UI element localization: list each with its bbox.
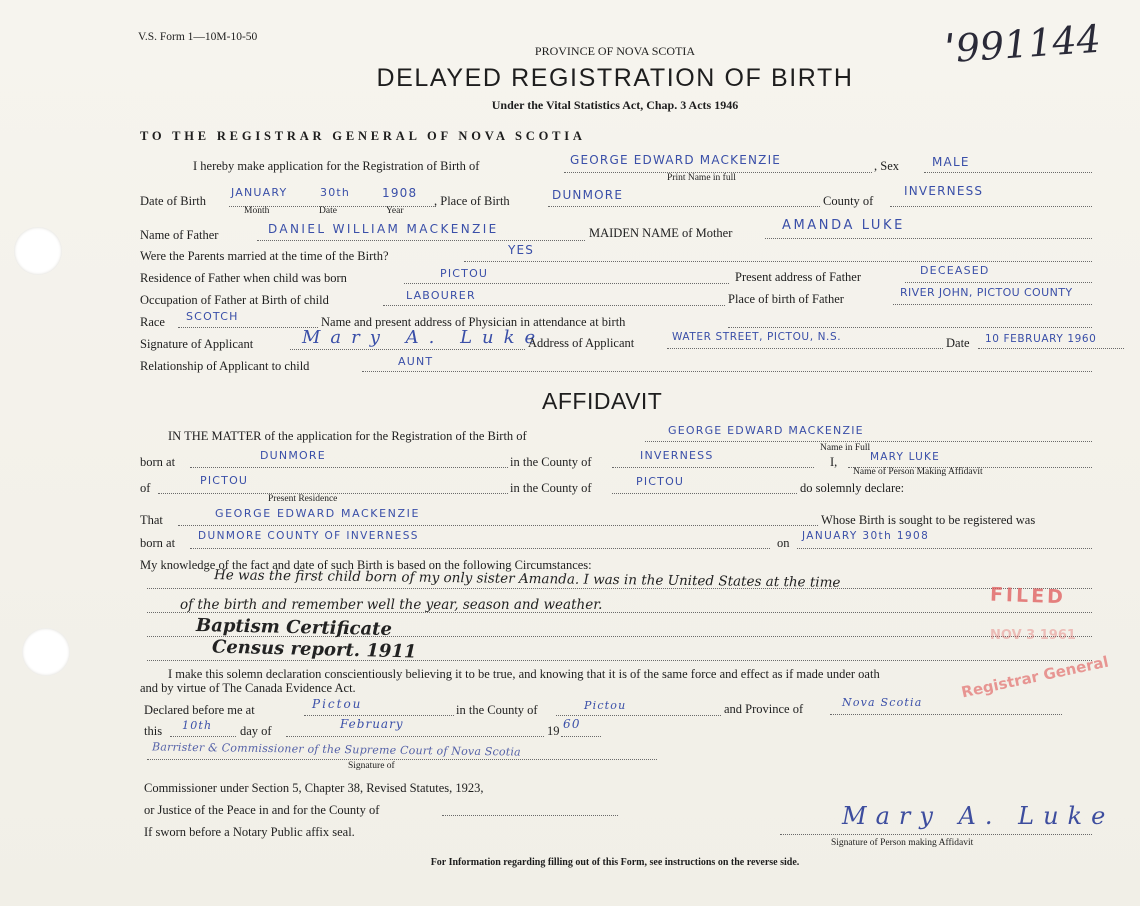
- name-in-full-caption: Name in Full: [820, 443, 871, 453]
- affidavit-county-label: in the County of: [510, 455, 592, 469]
- declared-province-value: Nova Scotia: [842, 696, 923, 709]
- applicant-signature-label: Signature of Applicant: [140, 337, 254, 351]
- month-value: February: [340, 717, 404, 731]
- declared-at-value: Pictou: [312, 697, 363, 711]
- dob-label: Date of Birth: [140, 194, 206, 208]
- dob-date-value: 30th: [320, 186, 351, 199]
- sex-value: MALE: [932, 155, 970, 169]
- form-subtitle: Under the Vital Statistics Act, Chap. 3 Acts 1946: [491, 98, 739, 112]
- form-title: DELAYED REGISTRATION OF BIRTH: [376, 64, 854, 92]
- application-intro: I hereby make application for the Registration of Birth of: [193, 159, 480, 173]
- circumstance-line-3: Baptism Certificate: [195, 614, 393, 641]
- commissioner-line: Commissioner under Section 5, Chapter 38, Revised Statutes, 1923,: [144, 781, 484, 795]
- mother-name-label: MAIDEN NAME of Mother: [589, 226, 733, 240]
- father-present-address-label: Present address of Father: [735, 270, 862, 284]
- applicant-address-value: WATER STREET, PICTOU, N.S.: [672, 331, 842, 343]
- to-registrar-line: TO THE REGISTRAR GENERAL OF NOVA SCOTIA: [140, 129, 586, 143]
- affidavit-child-name: GEORGE EDWARD MACKENZIE: [668, 424, 864, 437]
- solemn-declaration-2: and by virtue of The Canada Evidence Act.: [140, 681, 356, 695]
- circumstance-line-4: Census report. 1911: [211, 636, 417, 663]
- deponent-name-value: MARY LUKE: [870, 451, 940, 463]
- that-label: That: [140, 513, 163, 527]
- affidavit-county2-value: PICTOU: [636, 475, 685, 488]
- affidavit-born-at2-label: born at: [140, 536, 176, 550]
- notary-line: If sworn before a Notary Public affix seal.: [144, 825, 355, 839]
- relationship-value: AUNT: [398, 355, 434, 368]
- married-value: YES: [508, 243, 535, 257]
- footer-instructions: For Information regarding filling out of this Form, see instructions on the reverse side.: [430, 857, 800, 868]
- solemn-declaration-1: I make this solemn declaration conscientiously believing it to be true, and knowing that it is of the same force and effect as if made under oath: [168, 667, 880, 681]
- knowledge-text: My knowledge of the fact and date of such Birth is based on the following Circumstances:: [140, 558, 592, 572]
- on-label: on: [777, 536, 790, 550]
- physician-label: Name and present address of Physician in attendance at birth: [321, 315, 626, 329]
- affidavit-born-at2-value: DUNMORE COUNTY OF INVERNESS: [198, 530, 419, 542]
- declared-county-label: in the County of: [456, 703, 538, 717]
- affidavit-county-value: INVERNESS: [640, 449, 714, 462]
- province-heading: PROVINCE OF NOVA SCOTIA: [534, 44, 696, 58]
- affidavit-born-at-value: DUNMORE: [260, 449, 326, 462]
- applicant-signature: Mary A. Luke: [302, 327, 546, 348]
- father-birthplace-label: Place of birth of Father: [728, 292, 844, 306]
- deponent-signature: Mary A. Luke: [842, 802, 1115, 830]
- month-caption: Month: [244, 206, 270, 216]
- affidavit-born-at-label: born at: [140, 455, 176, 469]
- county-value: INVERNESS: [904, 184, 984, 198]
- filed-stamp: FILED: [989, 583, 1067, 609]
- place-of-birth-label: , Place of Birth: [434, 194, 510, 208]
- affidavit-of-label: of: [140, 481, 151, 495]
- this-label: this: [144, 724, 163, 738]
- race-value: SCOTCH: [186, 310, 239, 323]
- whose-birth-text: Whose Birth is sought to be registered was: [821, 513, 1036, 527]
- day-value: 10th: [182, 719, 213, 732]
- place-of-birth-value: DUNMORE: [552, 188, 624, 202]
- commissioner-signature: Barrister & Commissioner of the Supreme Court of Nova Scotia: [151, 740, 521, 759]
- year-caption: Year: [386, 206, 404, 216]
- filed-stamp-date: NOV 3 1961: [990, 628, 1076, 643]
- print-name-caption: Print Name in full: [667, 173, 736, 183]
- that-name-value: GEORGE EDWARD MACKENZIE: [215, 507, 421, 520]
- form-number: V.S. Form 1—10M-10-50: [138, 31, 258, 43]
- mother-name-value: AMANDA LUKE: [782, 218, 905, 233]
- father-present-address-value: DECEASED: [920, 264, 990, 277]
- punch-hole: [14, 227, 62, 275]
- declared-province-label: and Province of: [724, 702, 804, 716]
- affidavit-i-label: I,: [830, 455, 838, 469]
- punch-hole: [22, 628, 70, 676]
- justice-line: or Justice of the Peace in and for the County of: [144, 803, 380, 817]
- affidavit-of-value: PICTOU: [200, 474, 249, 487]
- year-prefix: 19: [547, 724, 560, 738]
- signature-of-caption: Signature of: [348, 761, 395, 771]
- race-label: Race: [140, 315, 165, 329]
- father-residence-value: PICTOU: [440, 267, 489, 280]
- circumstance-line-2: of the birth and remember well the year, season and weather.: [180, 597, 603, 613]
- declare-text: do solemnly declare:: [800, 481, 905, 495]
- married-label: Were the Parents married at the time of the Birth?: [140, 249, 389, 263]
- affidavit-matter-text: IN THE MATTER of the application for the Registration of the Birth of: [168, 429, 527, 443]
- relationship-label: Relationship of Applicant to child: [140, 359, 310, 373]
- child-name-value: GEORGE EDWARD MACKENZIE: [570, 153, 782, 167]
- father-occupation-label: Occupation of Father at Birth of child: [140, 293, 329, 307]
- declared-before-label: Declared before me at: [144, 703, 255, 717]
- father-occupation-value: LABOURER: [406, 289, 476, 302]
- dob-month-value: JANUARY: [231, 186, 288, 199]
- file-number: ˈ991144: [943, 16, 1103, 72]
- registrar-general-stamp: Registrar General: [959, 652, 1111, 702]
- sex-label: , Sex: [874, 159, 899, 173]
- declared-county-value: Pictou: [584, 699, 627, 712]
- father-residence-label: Residence of Father when child was born: [140, 271, 347, 285]
- applicant-address-label: Address of Applicant: [528, 336, 635, 350]
- father-name-label: Name of Father: [140, 228, 219, 242]
- on-date-value: JANUARY 30th 1908: [802, 530, 930, 542]
- deponent-signature-caption: Signature of Person making Affidavit: [831, 838, 974, 848]
- circumstance-line-1: He was the first child born of my only sister Amanda. I was in the United States at the time: [213, 567, 841, 591]
- date-caption: Date: [319, 206, 337, 216]
- year-suffix: 60: [563, 717, 581, 731]
- father-birthplace-value: RIVER JOHN, PICTOU COUNTY: [900, 286, 1073, 299]
- present-residence-caption: Present Residence: [268, 494, 338, 504]
- application-date-label: Date: [946, 336, 970, 350]
- affidavit-heading: AFFIDAVIT: [542, 388, 663, 414]
- affidavit-county2-label: in the County of: [510, 481, 592, 495]
- deponent-caption: Name of Person Making Affidavit: [853, 467, 983, 477]
- father-name-value: DANIEL WILLIAM MACKENZIE: [268, 222, 499, 236]
- day-of-label: day of: [240, 724, 272, 738]
- application-date-value: 10 FEBRUARY 1960: [985, 333, 1097, 345]
- county-label: County of: [823, 194, 874, 208]
- dob-year-value: 1908: [382, 186, 418, 200]
